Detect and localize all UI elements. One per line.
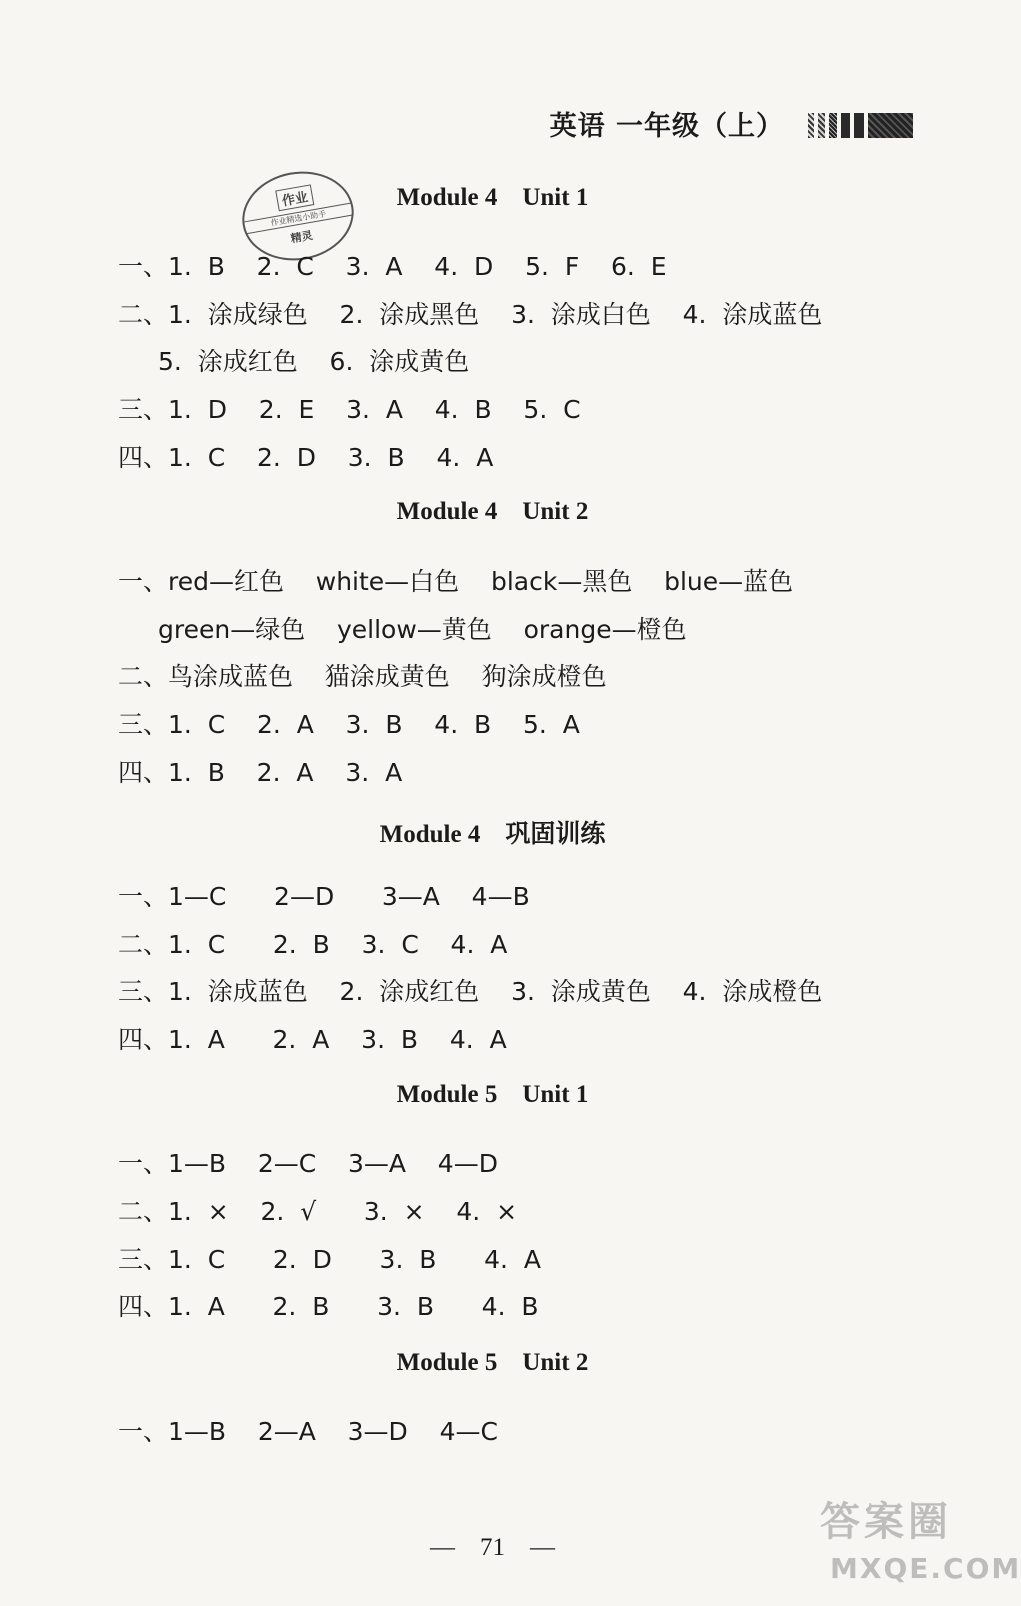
answer-line: 三、1. C 2. D 3. B 4. A	[118, 1245, 541, 1274]
answer-line: 三、1. C 2. A 3. B 4. B 5. A	[118, 710, 580, 739]
answer-line: 一、1—B 2—C 3—A 4—D	[118, 1149, 498, 1178]
page-number: — 71 —	[430, 1534, 555, 1561]
answer-line: 三、1. D 2. E 3. A 4. B 5. C	[118, 395, 581, 424]
answer-line: 四、1. A 2. A 3. B 4. A	[118, 1025, 507, 1054]
answer-line: 一、red—红色 white—白色 black—黑色 blue—蓝色	[118, 567, 794, 596]
watermark-logo: 答案圈 MXQE.COM	[820, 1499, 1021, 1585]
answer-line: 四、1. B 2. A 3. A	[118, 758, 403, 787]
header-decoration-bar	[808, 113, 925, 138]
answer-line: 三、1. 涂成蓝色 2. 涂成红色 3. 涂成黄色 4. 涂成橙色	[118, 977, 823, 1006]
answer-line: 二、1. 涂成绿色 2. 涂成黑色 3. 涂成白色 4. 涂成蓝色	[118, 300, 823, 329]
answer-line: 一、1—C 2—D 3—A 4—B	[118, 882, 530, 911]
section-heading: Module 4 巩固训练	[379, 821, 606, 848]
answer-line: green—绿色 yellow—黄色 orange—橙色	[158, 615, 687, 644]
answer-line: 二、1. C 2. B 3. C 4. A	[118, 930, 508, 959]
section-heading: Module 4 Unit 2	[396, 498, 589, 525]
answer-line: 5. 涂成红色 6. 涂成黄色	[158, 347, 470, 376]
stamp-logo: 作业 作业精选小助手 精灵	[235, 163, 361, 269]
book-title: 英语 一年级（上）	[549, 111, 784, 142]
answer-line: 二、1. × 2. √ 3. × 4. ×	[118, 1197, 518, 1226]
section-heading: Module 5 Unit 1	[396, 1081, 589, 1108]
answer-line: 四、1. A 2. B 3. B 4. B	[118, 1292, 539, 1321]
answer-line: 四、1. C 2. D 3. B 4. A	[118, 443, 494, 472]
answer-line: 一、1. B 2. C 3. A 4. D 5. F 6. E	[118, 252, 667, 281]
answer-line: 一、1—B 2—A 3—D 4—C	[118, 1417, 498, 1446]
answer-line: 二、鸟涂成蓝色 猫涂成黄色 狗涂成橙色	[118, 662, 607, 691]
section-heading: Module 5 Unit 2	[396, 1349, 589, 1376]
section-heading: Module 4 Unit 1	[396, 184, 589, 211]
